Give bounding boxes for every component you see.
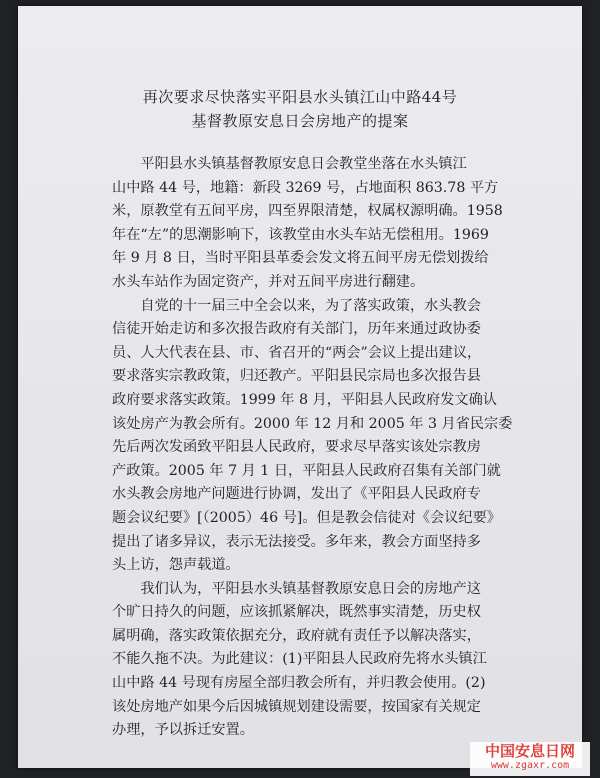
paragraph-line: 不能久拖不决。为此建议：(1)平阳县人民政府先将水头镇江 <box>112 651 487 668</box>
paragraph-line: 头上访，怨声载道。 <box>112 557 240 574</box>
paragraph-line: 办理，予以拆迁安置。 <box>112 722 254 739</box>
paragraph-line: 员、人大代表在县、市、省召开的“两会”会议上提出建议， <box>112 344 482 361</box>
paragraph <box>112 295 532 578</box>
paragraph-line: 该处房产为教会所有。2000 年 12 月和 2005 年 3 月省民宗委 <box>112 415 513 432</box>
paragraph-line: 我们认为，平阳县水头镇基督教原安息日会的房地产这 <box>140 580 481 597</box>
paragraph-line: 信徒开始走访和多次报告政府有关部门，历年来通过政协委 <box>112 321 481 338</box>
paragraph-line: 政府要求落实政策。1999 年 8 月，平阳县人民政府发文确认 <box>112 391 497 408</box>
document-title-line-2: 基督教原安息日会房地产的提案 <box>191 112 409 130</box>
paragraph <box>112 153 532 295</box>
paragraph-line: 自党的十一届三中全会以来，为了落实政策，水头教会 <box>140 297 481 314</box>
paragraph-line: 题会议纪要》[（2005）46 号]。但是教会信徒对《会议纪要》 <box>112 509 501 526</box>
paragraph-line: 先后两次发函致平阳县人民政府，要求尽早落实该处宗教房 <box>112 439 481 456</box>
paragraph-line: 水头教会房地产问题进行协调，发出了《平阳县人民政府专 <box>112 486 481 503</box>
paragraph-line: 山中路 44 号现有房屋全部归教会所有，并归教会使用。(2) <box>112 675 486 692</box>
paragraph-line: 个旷日持久的问题，应该抓紧解决，既然事实清楚，历史权 <box>112 604 481 621</box>
watermark-url: www.zgaxr.com <box>490 760 570 771</box>
paragraph-line: 山中路 44 号，地籍：新段 3269 号，占地面积 863.78 平方 <box>112 179 499 196</box>
paragraph-line: 水头车站作为固定资产，并对五间平房进行翻建。 <box>112 273 425 290</box>
paragraph <box>112 578 532 743</box>
paragraph-line: 年 9 月 8 日，当时平阳县革委会发文将五间平房无偿划拨给 <box>112 250 489 267</box>
paragraph-line: 提出了诸多异议，表示无法接受。多年来，教会方面坚持多 <box>112 533 481 550</box>
paragraph-line: 平阳县水头镇基督教原安息日会教堂坐落在水头镇江 <box>140 156 467 172</box>
document-page <box>18 6 582 768</box>
watermark <box>470 742 590 776</box>
paragraph-line: 年在“左”的思潮影响下，该教堂由水头车站无偿租用。1969 <box>112 226 489 243</box>
paragraph-line: 要求落实宗教政策，归还教产。平阳县民宗局也多次报告县 <box>112 368 481 385</box>
paragraph-line: 属明确，落实政策依据充分，政府就有责任予以解决落实， <box>112 627 481 644</box>
document-body <box>112 153 532 743</box>
document-title-line-1: 再次要求尽快落实平阳县水头镇江山中路44号 <box>142 88 458 106</box>
paragraph-line: 产政策。2005 年 7 月 1 日，平阳县人民政府召集有关部门就 <box>112 462 501 479</box>
paragraph-line: 米，原教堂有五间平房，四至界限清楚，权属权源明确。1958 <box>112 203 503 220</box>
watermark-site-name: 中国安息日网 <box>484 742 575 760</box>
paragraph-line: 该处房地产如果今后因城镇规划建设需要，按国家有关规定 <box>112 698 481 715</box>
